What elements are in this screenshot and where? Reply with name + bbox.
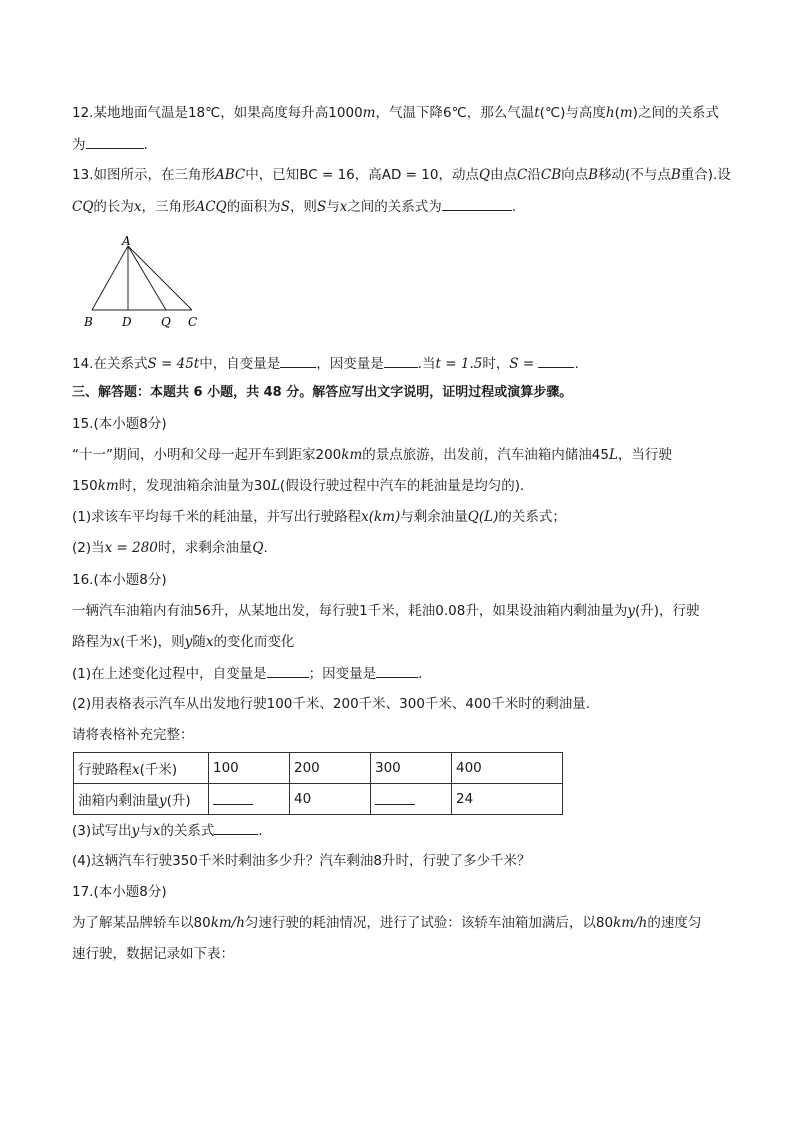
q16-text: (升)，行驶 (634, 603, 700, 619)
q15-var: x(km) (361, 509, 401, 525)
q16-blank-dependent[interactable] (376, 663, 418, 678)
q13-var: S (280, 199, 290, 215)
q13-text: 向点 (561, 167, 589, 183)
q13-var: ABC (214, 167, 246, 183)
q14-blank-dependent[interactable] (384, 353, 418, 368)
answer-blank[interactable] (213, 790, 253, 805)
q15-p1 (72, 445, 672, 465)
section-3-heading: 三、解答题：本题共 6 小题，共 48 分。解答应写出文字说明，证明过程或演算步骤。 (72, 385, 573, 400)
q15-text: (假设行驶过程中汽车的耗油量是均匀的). (279, 478, 525, 494)
table-cell: 40 (290, 784, 371, 815)
q12-text: 为 (72, 137, 86, 153)
label-d: D (122, 315, 132, 329)
q16-blank-relation[interactable] (214, 820, 258, 835)
triangle-figure (82, 234, 202, 330)
q15-text: (1)求该车平均每千米的耗油量，并写出行驶路程 (72, 509, 362, 525)
label-text: 行驶路程 (78, 762, 132, 778)
q13-var: x (133, 199, 142, 215)
segment-ab (92, 246, 128, 310)
q17-text: 匀速行驶的耗油情况，进行了试验：该轿车油箱加满后，以80 (244, 915, 614, 931)
q13-text: 与 (326, 199, 340, 215)
q16-sub3 (72, 820, 263, 841)
q15-text: 的关系式； (498, 509, 566, 525)
q13-var: C (517, 167, 528, 183)
q14-blank-independent[interactable] (280, 353, 316, 368)
q16-var: y (627, 603, 635, 619)
answer-blank[interactable] (375, 790, 415, 805)
q16-sub2-instruction: 请将表格补充完整： (72, 727, 194, 743)
q13-text: 重合).设 (680, 167, 731, 183)
q16-text: 与 (139, 823, 153, 839)
q13-var: Q (478, 167, 491, 183)
q15-unit: km (341, 447, 363, 463)
q16-var: y (184, 634, 193, 650)
q14-line (72, 353, 579, 374)
q15-text: 150 (72, 478, 98, 494)
label-b: B (84, 315, 93, 329)
q16-table (73, 752, 563, 815)
q13-text: . (511, 199, 517, 215)
q17-unit: km/h (613, 915, 648, 931)
q16-var: y (131, 823, 140, 839)
q15-unit: L (270, 478, 280, 494)
q14-text: 中，自变量是 (199, 356, 281, 372)
q13-text: 之间的关系式为 (347, 199, 442, 215)
q13-answer-blank[interactable] (442, 196, 512, 211)
q15-head: 15.(本小题8分) (72, 416, 167, 432)
q16-var: x (205, 634, 214, 650)
q15-p2 (72, 476, 524, 496)
q15-unit: L (608, 447, 618, 463)
q16-head: 16.(本小题8分) (72, 572, 167, 588)
q16-sub2: (2)用表格表示汽车从出发地行驶100千米、200千米、300千米、400千米时的剩油量. (72, 696, 590, 712)
q13-text: 由点 (490, 167, 518, 183)
q16-text: 一辆汽车油箱内有油56升，从某地出发，每行驶1千米，耗油0.08升，如果设油箱内剩油量为 (72, 603, 628, 619)
q13-text: ，三角形 (141, 199, 196, 215)
table-cell: 200 (290, 753, 371, 784)
table-row (74, 753, 563, 784)
q16-blank-independent[interactable] (267, 663, 309, 678)
label-text: (升) (166, 793, 191, 809)
q16-text: 的关系式 (160, 823, 215, 839)
q15-text: 时，求剩余油量 (157, 540, 253, 556)
q15-sub1 (72, 507, 566, 527)
q14-text: ，因变量是 (316, 356, 384, 372)
q13-line1 (72, 165, 731, 185)
q14-var: S = (509, 356, 539, 372)
q12-text: )之间的关系式 (632, 105, 719, 121)
q13-text: 13.如图所示，在三角形 (72, 167, 215, 183)
q15-text: “十一”期间，小明和父母一起开车到距家200 (72, 447, 342, 463)
q15-text: 时，发现油箱余油量为30 (118, 478, 271, 494)
q13-var: B (670, 167, 681, 183)
q13-var: CB (540, 167, 562, 183)
q15-sub2 (72, 538, 268, 558)
table-row-label (74, 784, 209, 815)
q12-var: m (619, 105, 633, 121)
q16-text: (千米)，则 (120, 634, 185, 650)
table-cell: 24 (452, 784, 563, 815)
q15-var: x = 280 (104, 540, 158, 556)
q12-var: m (362, 105, 376, 121)
q13-var: ACQ (195, 199, 227, 215)
q14-condition: t = 1.5 (435, 356, 483, 372)
q14-blank-value[interactable] (538, 353, 574, 368)
q12-line1 (72, 103, 719, 123)
q13-var: B (588, 167, 599, 183)
q16-text: ；因变量是 (308, 666, 377, 682)
q12-var: t (534, 105, 540, 121)
q13-text: 移动(不与点 (598, 167, 671, 183)
q12-text: 12.某地地面气温是18℃，如果高度每升高1000 (72, 105, 363, 121)
q16-var: x (112, 634, 121, 650)
q17-text: 的速度匀 (647, 915, 702, 931)
q15-text: . (263, 540, 268, 556)
q15-text: (2)当 (72, 540, 105, 556)
q13-line2 (72, 196, 516, 217)
q16-sub4: (4)这辆汽车行驶350千米时剩油多少升？汽车剩油8升时，行驶了多少千米？ (72, 853, 531, 869)
q16-p1 (72, 601, 700, 621)
label-a: A (122, 234, 131, 248)
label-text: 油箱内剩油量 (78, 793, 159, 809)
label-var: y (159, 793, 167, 809)
q15-unit: km (97, 478, 119, 494)
q12-text: (℃)与高度 (539, 105, 606, 121)
q16-text: 的变化而变化 (213, 634, 295, 650)
q13-text: 中，已知BC = 16，高AD = 10，动点 (245, 167, 479, 183)
q17-p1 (72, 913, 701, 933)
q15-text: 的景点旅游，出发前，汽车油箱内储油45 (362, 447, 609, 463)
q13-text: 的面积为 (226, 199, 281, 215)
q16-var: x (152, 823, 161, 839)
label-c: C (188, 315, 198, 329)
q13-text: 的长为 (93, 199, 134, 215)
q15-var: Q(L) (467, 509, 499, 525)
q13-text: 沿 (527, 167, 541, 183)
q16-text: . (258, 823, 263, 839)
label-text: (千米) (139, 762, 178, 778)
q16-text: (3)试写出 (72, 823, 132, 839)
q16-text: (1)在上述变化过程中，自变量是 (72, 666, 267, 682)
q12-line2 (72, 134, 148, 155)
q13-text: ，则 (289, 199, 317, 215)
label-var: x (132, 762, 140, 778)
q17-unit: km/h (210, 915, 245, 931)
label-q: Q (161, 315, 171, 329)
q12-var: h (605, 105, 615, 121)
q14-text: 时， (482, 356, 510, 372)
q17-head: 17.(本小题8分) (72, 884, 167, 900)
table-row-label (74, 753, 209, 784)
q12-answer-blank[interactable] (86, 134, 144, 149)
table-row (74, 784, 563, 815)
q15-var: Q (252, 540, 264, 556)
table-cell: 400 (452, 753, 563, 784)
q13-var: CQ (72, 199, 94, 215)
q13-var: x (339, 199, 348, 215)
table-cell-blank[interactable] (209, 784, 290, 815)
q14-text: .当 (417, 356, 436, 372)
q15-text: ，当行驶 (617, 447, 672, 463)
q14-text: . (574, 356, 579, 372)
q16-text: 路程为 (72, 634, 113, 650)
q14-text: 14.在关系式 (72, 356, 148, 372)
q12-text: ，气温下降6℃，那么气温 (375, 105, 535, 121)
q17-text: 为了解某品牌轿车以80 (72, 915, 211, 931)
q12-text: . (143, 137, 148, 153)
q12-text: ( (614, 105, 620, 121)
q16-text: . (418, 666, 423, 682)
table-cell: 100 (209, 753, 290, 784)
q17-p2: 速行驶，数据记录如下表： (72, 946, 234, 962)
q16-p2 (72, 632, 294, 652)
q14-formula: S = 45t (147, 356, 200, 372)
q15-text: 与剩余油量 (400, 509, 468, 525)
table-cell: 300 (371, 753, 452, 784)
q16-text: 随 (192, 634, 206, 650)
q13-var: S (316, 199, 327, 215)
table-cell-blank[interactable] (371, 784, 452, 815)
q16-sub1 (72, 663, 422, 684)
